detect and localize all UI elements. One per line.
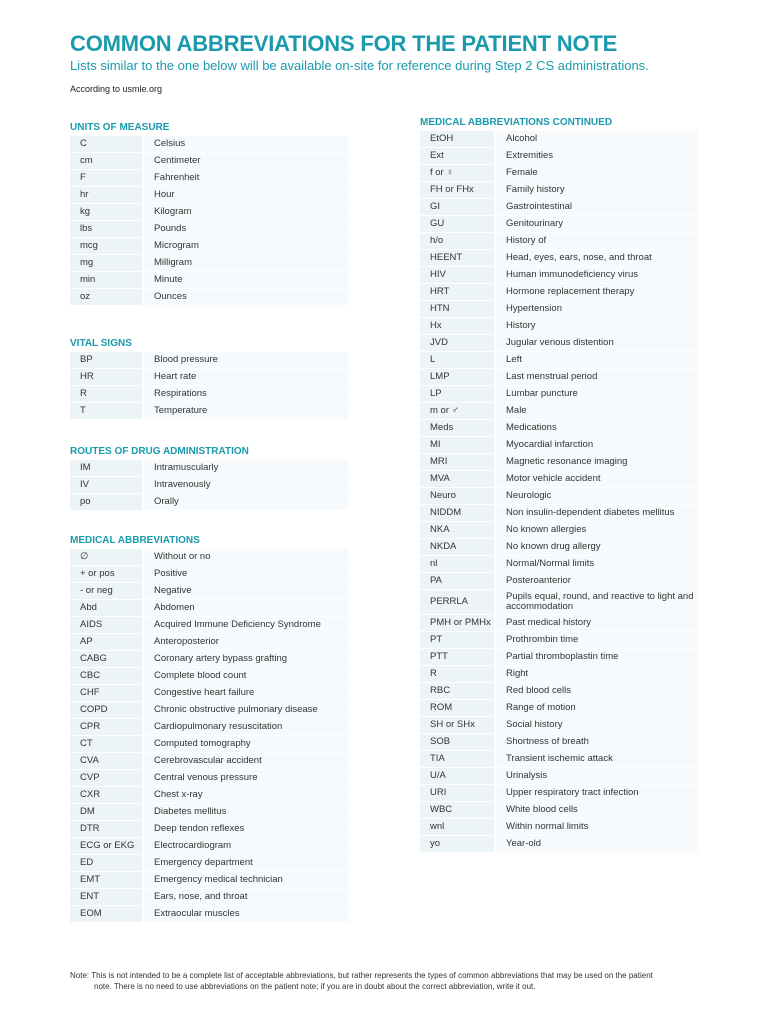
abbreviation-cell: EOM (70, 906, 143, 923)
meaning-cell: Transient ischemic attack (495, 751, 698, 768)
table-row (70, 187, 348, 204)
abbreviation-cell: NIDDM (420, 505, 495, 522)
meaning-cell: Ounces (143, 289, 348, 306)
table-row (420, 802, 698, 819)
meaning-cell: Without or no (143, 549, 348, 566)
meaning-cell: Left (495, 352, 698, 369)
abbreviation-cell: Meds (420, 420, 495, 437)
meaning-cell: Lumbar puncture (495, 386, 698, 403)
abbreviation-cell: min (70, 272, 143, 289)
abbreviation-cell: DTR (70, 821, 143, 838)
meaning-cell: Acquired Immune Deficiency Syndrome (143, 617, 348, 634)
table-row (420, 522, 698, 539)
meaning-cell: Temperature (143, 403, 348, 420)
table-row (420, 836, 698, 853)
meaning-cell: Respirations (143, 386, 348, 403)
meaning-cell: Blood pressure (143, 352, 348, 369)
meaning-cell: Intramuscularly (143, 460, 348, 477)
abbreviation-cell: CVA (70, 753, 143, 770)
abbreviation-cell: Neuro (420, 488, 495, 505)
meaning-cell: Cardiopulmonary resuscitation (143, 719, 348, 736)
meaning-cell: Kilogram (143, 204, 348, 221)
abbreviation-cell: HTN (420, 301, 495, 318)
abbreviation-cell: HIV (420, 267, 495, 284)
table-row (70, 136, 348, 153)
table-row (420, 267, 698, 284)
meaning-cell: Hormone replacement therapy (495, 284, 698, 301)
abbreviation-cell: IM (70, 460, 143, 477)
meaning-cell: Positive (143, 566, 348, 583)
table-row (420, 666, 698, 683)
table-row (420, 734, 698, 751)
table-row (420, 335, 698, 352)
table-row (70, 549, 348, 566)
abbreviation-cell: + or pos (70, 566, 143, 583)
table-row (70, 889, 348, 906)
meaning-cell: Coronary artery bypass grafting (143, 651, 348, 668)
meaning-cell: Deep tendon reflexes (143, 821, 348, 838)
meaning-cell: Gastrointestinal (495, 199, 698, 216)
table-row (420, 301, 698, 318)
abbreviation-cell: COPD (70, 702, 143, 719)
meaning-cell: Prothrombin time (495, 632, 698, 649)
table-row (420, 182, 698, 199)
abbreviation-cell: R (420, 666, 495, 683)
abbreviation-table (70, 459, 348, 511)
abbreviation-cell: ∅ (70, 549, 143, 566)
meaning-cell: Pupils equal, round, and reactive to light and accommodation (495, 590, 698, 615)
meaning-cell: Human immunodeficiency virus (495, 267, 698, 284)
table-row (70, 204, 348, 221)
meaning-cell: Milligram (143, 255, 348, 272)
table-row (420, 590, 698, 615)
table-row (70, 651, 348, 668)
meaning-cell: Motor vehicle accident (495, 471, 698, 488)
abbreviation-table (70, 135, 348, 306)
abbreviation-cell: IV (70, 477, 143, 494)
page-title: COMMON ABBREVIATIONS FOR THE PATIENT NOTE (70, 31, 618, 56)
table-row (420, 131, 698, 148)
table-row (420, 717, 698, 734)
section-title: MEDICAL ABBREVIATIONS CONTINUED (420, 117, 613, 128)
meaning-cell: Cerebrovascular accident (143, 753, 348, 770)
abbreviation-cell: F (70, 170, 143, 187)
table-row (420, 819, 698, 836)
abbreviation-cell: HRT (420, 284, 495, 301)
meaning-cell: Chest x-ray (143, 787, 348, 804)
meaning-cell: Hour (143, 187, 348, 204)
table-row (420, 165, 698, 182)
meaning-cell: Posteroanterior (495, 573, 698, 590)
abbreviation-cell: PTT (420, 649, 495, 666)
meaning-cell: Complete blood count (143, 668, 348, 685)
abbreviation-cell: po (70, 494, 143, 511)
meaning-cell: Ears, nose, and throat (143, 889, 348, 906)
meaning-cell: Anteroposterior (143, 634, 348, 651)
meaning-cell: Alcohol (495, 131, 698, 148)
meaning-cell: Intravenously (143, 477, 348, 494)
abbreviation-cell: EtOH (420, 131, 495, 148)
table-row (70, 838, 348, 855)
table-row (420, 556, 698, 573)
table-row (420, 573, 698, 590)
meaning-cell: Chronic obstructive pulmonary disease (143, 702, 348, 719)
section-units-of-measure (70, 121, 348, 306)
meaning-cell: Emergency medical technician (143, 872, 348, 889)
table-row (70, 804, 348, 821)
section-title: ROUTES OF DRUG ADMINISTRATION (70, 446, 249, 457)
meaning-cell: Minute (143, 272, 348, 289)
table-row (70, 403, 348, 420)
meaning-cell: Orally (143, 494, 348, 511)
abbreviation-cell: R (70, 386, 143, 403)
abbreviation-cell: MVA (420, 471, 495, 488)
table-row (70, 369, 348, 386)
abbreviation-cell: f or ♀ (420, 165, 495, 182)
abbreviation-cell: AP (70, 634, 143, 651)
abbreviation-cell: CT (70, 736, 143, 753)
table-row (70, 617, 348, 634)
table-row (420, 615, 698, 632)
table-row (70, 872, 348, 889)
meaning-cell: Medications (495, 420, 698, 437)
section-medical-abbreviations (70, 534, 348, 923)
meaning-cell: History of (495, 233, 698, 250)
table-row (420, 199, 698, 216)
section-routes-of-drug-administration (70, 445, 348, 511)
table-row (70, 668, 348, 685)
meaning-cell: Myocardial infarction (495, 437, 698, 454)
abbreviation-cell: SH or SHx (420, 717, 495, 734)
table-row (420, 352, 698, 369)
meaning-cell: Negative (143, 583, 348, 600)
footnote-line-2: note. There is no need to use abbreviations on the patient note; if you are in doubt about the correct abbreviation, write it out. (94, 982, 536, 991)
table-row (420, 683, 698, 700)
source-attribution: According to usmle.org (70, 84, 163, 94)
table-row (420, 386, 698, 403)
meaning-cell: Within normal limits (495, 819, 698, 836)
meaning-cell: Heart rate (143, 369, 348, 386)
meaning-cell: Central venous pressure (143, 770, 348, 787)
abbreviation-cell: oz (70, 289, 143, 306)
abbreviation-cell: nl (420, 556, 495, 573)
table-row (70, 685, 348, 702)
abbreviation-cell: DM (70, 804, 143, 821)
table-row (70, 255, 348, 272)
table-row (70, 352, 348, 369)
abbreviation-cell: MRI (420, 454, 495, 471)
section-vital-signs (70, 337, 348, 420)
meaning-cell: Emergency department (143, 855, 348, 872)
abbreviation-cell: FH or FHx (420, 182, 495, 199)
table-row (70, 821, 348, 838)
abbreviation-cell: LMP (420, 369, 495, 386)
abbreviation-cell: ENT (70, 889, 143, 906)
abbreviation-cell: CHF (70, 685, 143, 702)
abbreviation-cell: PMH or PMHx (420, 615, 495, 632)
abbreviation-cell: hr (70, 187, 143, 204)
abbreviation-cell: WBC (420, 802, 495, 819)
abbreviation-table (70, 351, 348, 420)
meaning-cell: Neurologic (495, 488, 698, 505)
table-row (70, 702, 348, 719)
section-medical-abbreviations-continued (420, 116, 698, 853)
abbreviation-cell: CPR (70, 719, 143, 736)
table-row (70, 272, 348, 289)
meaning-cell: Extremities (495, 148, 698, 165)
table-row (70, 906, 348, 923)
meaning-cell: Urinalysis (495, 768, 698, 785)
table-row (70, 386, 348, 403)
abbreviation-cell: CBC (70, 668, 143, 685)
table-row (70, 583, 348, 600)
meaning-cell: Social history (495, 717, 698, 734)
table-row (420, 403, 698, 420)
table-row (70, 477, 348, 494)
abbreviation-cell: TIA (420, 751, 495, 768)
meaning-cell: No known allergies (495, 522, 698, 539)
abbreviation-cell: C (70, 136, 143, 153)
abbreviation-cell: wnl (420, 819, 495, 836)
abbreviation-cell: m or ♂ (420, 403, 495, 420)
abbreviation-cell: CABG (70, 651, 143, 668)
abbreviation-cell: AIDS (70, 617, 143, 634)
abbreviation-cell: LP (420, 386, 495, 403)
meaning-cell: Centimeter (143, 153, 348, 170)
table-row (70, 289, 348, 306)
abbreviation-cell: BP (70, 352, 143, 369)
table-row (70, 753, 348, 770)
abbreviation-cell: EMT (70, 872, 143, 889)
meaning-cell: Year-old (495, 836, 698, 853)
meaning-cell: Celsius (143, 136, 348, 153)
abbreviation-cell: GI (420, 199, 495, 216)
meaning-cell: Pounds (143, 221, 348, 238)
meaning-cell: Computed tomography (143, 736, 348, 753)
meaning-cell: Fahrenheit (143, 170, 348, 187)
abbreviation-cell: Ext (420, 148, 495, 165)
table-row (70, 460, 348, 477)
abbreviation-cell: GU (420, 216, 495, 233)
meaning-cell: Right (495, 666, 698, 683)
table-row (420, 233, 698, 250)
meaning-cell: Range of motion (495, 700, 698, 717)
abbreviation-cell: lbs (70, 221, 143, 238)
table-row (420, 471, 698, 488)
table-row (420, 420, 698, 437)
abbreviation-cell: ROM (420, 700, 495, 717)
table-row (420, 700, 698, 717)
footnote-line-1: Note: This is not intended to be a complete list of acceptable abbreviations, but rather represents the types of common abbreviations that may be used on the patient (70, 971, 653, 980)
abbreviation-cell: cm (70, 153, 143, 170)
meaning-cell: History (495, 318, 698, 335)
table-row (70, 238, 348, 255)
abbreviation-cell: kg (70, 204, 143, 221)
meaning-cell: Genitourinary (495, 216, 698, 233)
abbreviation-cell: CVP (70, 770, 143, 787)
table-row (420, 649, 698, 666)
abbreviation-cell: ECG or EKG (70, 838, 143, 855)
table-row (420, 488, 698, 505)
abbreviation-cell: HR (70, 369, 143, 386)
abbreviation-cell: - or neg (70, 583, 143, 600)
meaning-cell: Red blood cells (495, 683, 698, 700)
section-title: MEDICAL ABBREVIATIONS (70, 535, 200, 546)
table-row (420, 632, 698, 649)
meaning-cell: Past medical history (495, 615, 698, 632)
abbreviation-cell: ED (70, 855, 143, 872)
meaning-cell: Upper respiratory tract infection (495, 785, 698, 802)
table-row (70, 494, 348, 511)
abbreviation-cell: T (70, 403, 143, 420)
abbreviation-cell: CXR (70, 787, 143, 804)
abbreviation-cell: Abd (70, 600, 143, 617)
page-subtitle: Lists similar to the one below will be available on-site for reference during Step 2 CS administrations. (70, 58, 649, 73)
abbreviation-cell: RBC (420, 683, 495, 700)
table-row (420, 284, 698, 301)
meaning-cell: Electrocardiogram (143, 838, 348, 855)
table-row (420, 768, 698, 785)
table-row (420, 539, 698, 556)
abbreviation-cell: NKA (420, 522, 495, 539)
table-row (420, 437, 698, 454)
abbreviation-cell: L (420, 352, 495, 369)
abbreviation-cell: URI (420, 785, 495, 802)
meaning-cell: Normal/Normal limits (495, 556, 698, 573)
meaning-cell: Jugular venous distention (495, 335, 698, 352)
meaning-cell: Hypertension (495, 301, 698, 318)
table-row (70, 736, 348, 753)
abbreviation-cell: Hx (420, 318, 495, 335)
meaning-cell: Magnetic resonance imaging (495, 454, 698, 471)
meaning-cell: Diabetes mellitus (143, 804, 348, 821)
table-row (70, 719, 348, 736)
abbreviation-cell: mcg (70, 238, 143, 255)
abbreviation-cell: PA (420, 573, 495, 590)
meaning-cell: Family history (495, 182, 698, 199)
meaning-cell: Microgram (143, 238, 348, 255)
meaning-cell: No known drug allergy (495, 539, 698, 556)
table-row (420, 751, 698, 768)
table-row (420, 369, 698, 386)
table-row (70, 787, 348, 804)
meaning-cell: Shortness of breath (495, 734, 698, 751)
meaning-cell: Female (495, 165, 698, 182)
meaning-cell: Male (495, 403, 698, 420)
table-row (70, 170, 348, 187)
table-row (70, 600, 348, 617)
section-title: VITAL SIGNS (70, 338, 132, 349)
abbreviation-cell: JVD (420, 335, 495, 352)
meaning-cell: Non insulin-dependent diabetes mellitus (495, 505, 698, 522)
table-row (70, 566, 348, 583)
meaning-cell: Congestive heart failure (143, 685, 348, 702)
abbreviation-cell: HEENT (420, 250, 495, 267)
abbreviation-table (70, 548, 348, 923)
table-row (70, 153, 348, 170)
table-row (420, 318, 698, 335)
abbreviation-cell: PT (420, 632, 495, 649)
meaning-cell: Last menstrual period (495, 369, 698, 386)
meaning-cell: Abdomen (143, 600, 348, 617)
abbreviation-cell: yo (420, 836, 495, 853)
abbreviation-cell: U/A (420, 768, 495, 785)
abbreviation-cell: NKDA (420, 539, 495, 556)
abbreviation-cell: MI (420, 437, 495, 454)
abbreviation-table (420, 130, 698, 853)
table-row (420, 216, 698, 233)
table-row (70, 221, 348, 238)
table-row (420, 148, 698, 165)
section-title: UNITS OF MEASURE (70, 122, 170, 133)
table-row (420, 250, 698, 267)
abbreviation-cell: h/o (420, 233, 495, 250)
table-row (70, 634, 348, 651)
abbreviation-cell: SOB (420, 734, 495, 751)
table-row (420, 454, 698, 471)
meaning-cell: Extraocular muscles (143, 906, 348, 923)
table-row (70, 770, 348, 787)
meaning-cell: Head, eyes, ears, nose, and throat (495, 250, 698, 267)
table-row (420, 785, 698, 802)
table-row (420, 505, 698, 522)
meaning-cell: White blood cells (495, 802, 698, 819)
meaning-cell: Partial thromboplastin time (495, 649, 698, 666)
abbreviation-cell: mg (70, 255, 143, 272)
abbreviation-cell: PERRLA (420, 590, 495, 615)
table-row (70, 855, 348, 872)
footnote (70, 970, 710, 992)
